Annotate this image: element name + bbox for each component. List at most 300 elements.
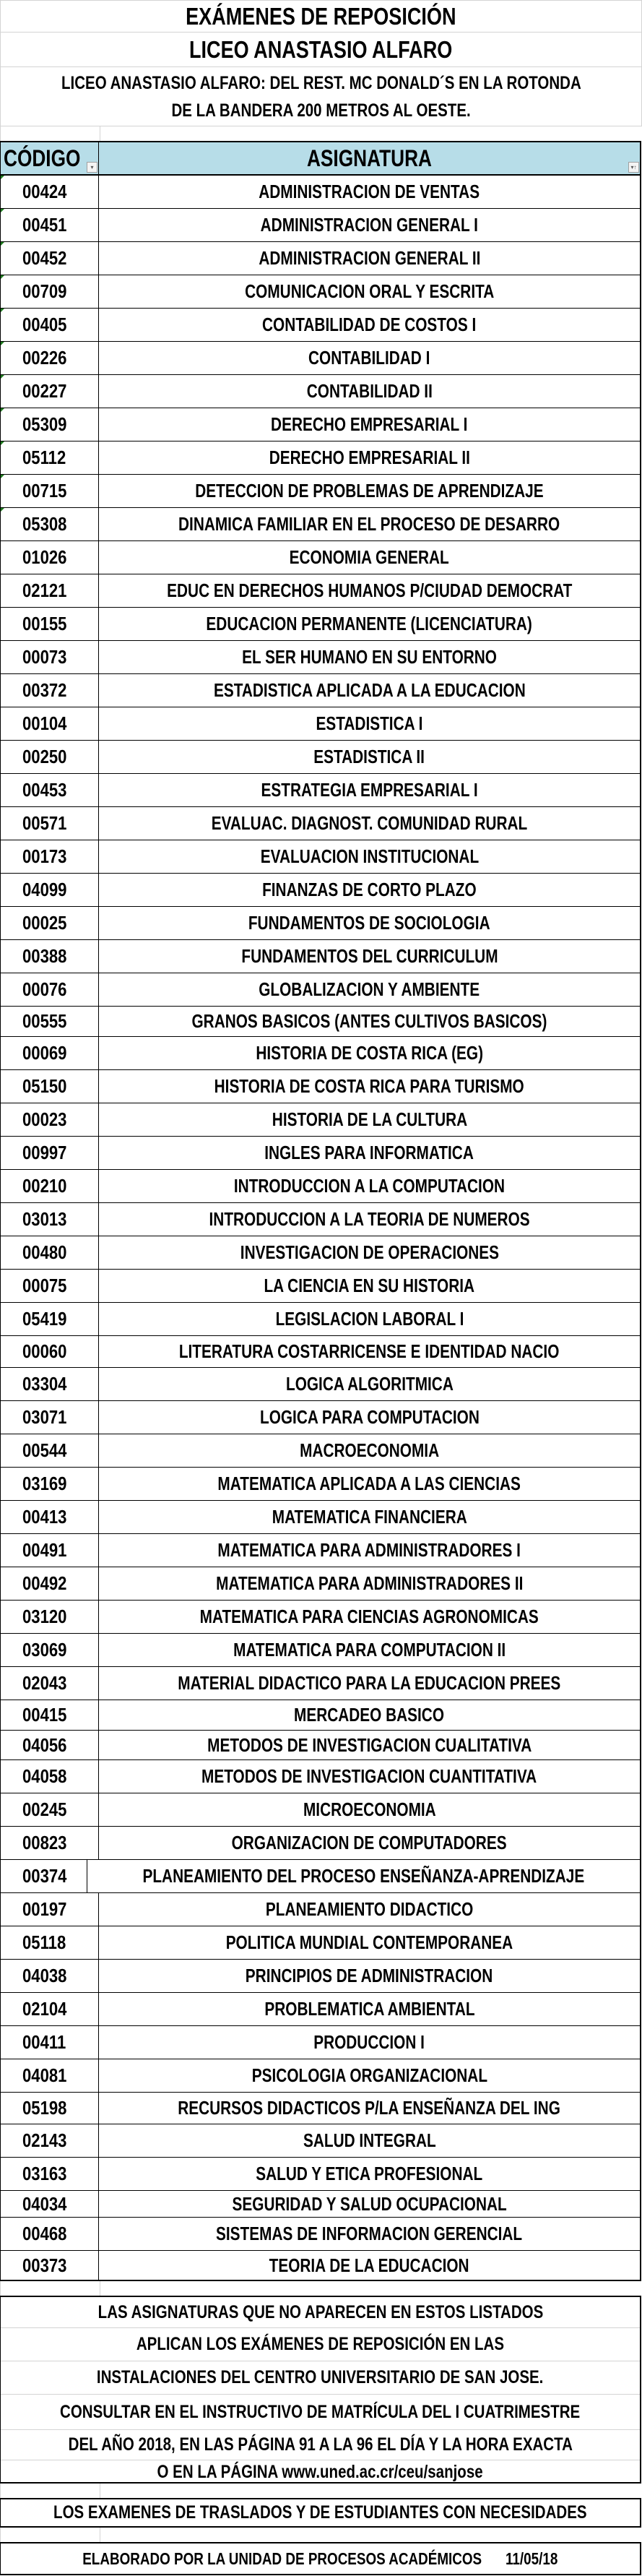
subject-code: 04058 <box>22 1765 67 1787</box>
subject-code: 00069 <box>22 1042 67 1064</box>
subject-code: 03120 <box>22 1606 67 1627</box>
subject-name: DINAMICA FAMILIAR EN EL PROCESO DE DESARRO <box>178 513 560 535</box>
subject-cell[interactable] <box>99 342 640 374</box>
table-row <box>1 1993 640 2026</box>
table-row <box>1 1893 640 1926</box>
table-row <box>1 1070 640 1103</box>
number-as-text-warning-icon <box>1 242 4 246</box>
subject-cell[interactable] <box>99 1203 640 1236</box>
subject-cell[interactable] <box>99 1567 640 1600</box>
subject-cell[interactable] <box>99 1634 640 1666</box>
blank-row[interactable] <box>0 2484 642 2498</box>
subject-code: 00226 <box>22 347 67 369</box>
code-cell[interactable] <box>1 2124 99 2157</box>
table-row <box>1 1434 640 1468</box>
code-cell[interactable] <box>1 1236 99 1269</box>
subject-cell[interactable] <box>99 2059 640 2092</box>
subject-cell[interactable] <box>99 309 640 341</box>
subject-cell[interactable] <box>99 242 640 275</box>
subject-cell[interactable] <box>99 907 640 939</box>
subject-name: INVESTIGACION DE OPERACIONES <box>240 1241 499 1263</box>
subject-code: 02143 <box>22 2129 67 2151</box>
subject-code: 00250 <box>22 746 67 767</box>
subject-code: 00076 <box>22 978 67 1000</box>
table-row <box>1 907 640 940</box>
code-cell[interactable] <box>1 1634 99 1666</box>
subject-cell[interactable] <box>99 2251 640 2280</box>
subject-name: HISTORIA DE LA CULTURA <box>272 1108 467 1130</box>
table-header-row <box>1 142 640 176</box>
note-line[interactable] <box>1 2328 640 2361</box>
code-cell[interactable] <box>1 1993 99 2025</box>
subject-name: DERECHO EMPRESARIAL I <box>271 413 468 435</box>
code-cell[interactable] <box>1 508 99 540</box>
table-row <box>1 1501 640 1534</box>
subject-cell[interactable] <box>99 707 640 740</box>
subject-code: 00388 <box>22 945 67 967</box>
code-cell[interactable] <box>1 807 99 840</box>
code-cell[interactable] <box>1 940 99 973</box>
code-cell[interactable] <box>1 2251 99 2280</box>
subject-name: TEORIA DE LA EDUCACION <box>269 2254 469 2276</box>
note-line[interactable] <box>1 2361 640 2395</box>
table-row <box>1 275 640 309</box>
table-row <box>1 741 640 774</box>
note-text: INSTALACIONES DEL CENTRO UNIVERSITARIO DE SAN JOSE. <box>97 2367 544 2387</box>
subject-cell[interactable] <box>99 641 640 673</box>
subject-name: MATEMATICA APLICADA A LAS CIENCIAS <box>217 1473 521 1494</box>
subject-cell[interactable] <box>99 1960 640 1992</box>
table-row <box>1 2191 640 2218</box>
subject-code: 00544 <box>22 1439 67 1461</box>
subject-cell[interactable] <box>99 1993 640 2025</box>
subject-code: 00468 <box>22 2223 67 2244</box>
note-text: APLICAN LOS EXÁMENES DE REPOSICIÓN EN LAS <box>136 2334 505 2354</box>
subject-cell[interactable] <box>99 1070 640 1103</box>
subject-code: 00709 <box>22 280 67 302</box>
table-row <box>1 1170 640 1203</box>
table-row <box>1 342 640 375</box>
column-header-code[interactable] <box>1 142 99 174</box>
note-line[interactable] <box>1 2297 640 2328</box>
subject-name: GRANOS BASICOS (ANTES CULTIVOS BASICOS) <box>191 1010 547 1032</box>
code-cell[interactable] <box>1 1037 99 1069</box>
subject-cell[interactable] <box>99 774 640 806</box>
subject-code: 05309 <box>22 413 67 435</box>
subject-cell[interactable] <box>99 1401 640 1434</box>
subject-name: MACROECONOMIA <box>300 1439 439 1461</box>
subject-code: 05118 <box>22 1931 66 1953</box>
code-cell[interactable] <box>1 574 99 607</box>
note-text: LAS ASIGNATURAS QUE NO APARECEN EN ESTOS LISTADOS <box>97 2301 543 2322</box>
code-cell[interactable] <box>1 2218 99 2250</box>
address-cell[interactable] <box>0 67 642 126</box>
subject-code: 00492 <box>22 1572 67 1594</box>
subject-cell[interactable] <box>99 1434 640 1467</box>
note-text-with-url: O EN LA PÁGINA www.uned.ac.cr/ceu/sanjose <box>157 2461 484 2482</box>
table-row <box>1 475 640 508</box>
subject-cell[interactable] <box>99 1236 640 1269</box>
subject-cell[interactable] <box>99 807 640 840</box>
subject-name: PRINCIPIOS DE ADMINISTRACION <box>246 1965 493 1986</box>
subject-cell[interactable] <box>87 1860 640 1892</box>
subject-cell[interactable] <box>99 2158 640 2190</box>
subject-code: 00424 <box>22 181 67 202</box>
address-line-1: LICEO ANASTASIO ALFARO: DEL REST. MC DONALD´S EN LA ROTONDA <box>61 72 581 93</box>
subject-code: 04081 <box>22 2064 67 2086</box>
table-row <box>1 840 640 874</box>
table-row <box>1 1860 640 1893</box>
code-cell[interactable] <box>1 1731 99 1759</box>
subject-code: 00480 <box>22 1241 67 1263</box>
code-cell[interactable] <box>1 973 99 1006</box>
table-row <box>1 1534 640 1567</box>
code-cell[interactable] <box>1 2093 99 2124</box>
code-cell[interactable] <box>1 2158 99 2190</box>
code-cell[interactable] <box>1 641 99 673</box>
subject-code: 00415 <box>22 1704 67 1726</box>
blank-row[interactable] <box>0 126 642 141</box>
subject-name: MATEMATICA PARA ADMINISTRADORES I <box>217 1539 521 1561</box>
code-cell[interactable] <box>1 1170 99 1202</box>
subject-code: 00155 <box>22 613 67 634</box>
subject-code: 00413 <box>22 1506 67 1528</box>
subject-cell[interactable] <box>99 1534 640 1567</box>
subject-cell[interactable] <box>99 674 640 707</box>
code-cell[interactable] <box>1 1007 99 1036</box>
subject-name: DETECCION DE PROBLEMAS DE APRENDIZAJE <box>195 480 544 501</box>
subject-cell[interactable] <box>99 1007 640 1036</box>
subject-cell[interactable] <box>99 973 640 1006</box>
subject-code: 00823 <box>22 1832 67 1853</box>
subject-code: 00452 <box>22 247 67 269</box>
subject-cell[interactable] <box>99 608 640 640</box>
code-cell[interactable] <box>1 342 99 374</box>
footer-date: 11/05/18 <box>506 2549 558 2568</box>
subject-cell[interactable] <box>99 1270 640 1302</box>
table-row <box>1 2158 640 2191</box>
subject-cell[interactable] <box>99 2191 640 2217</box>
notes-box <box>0 2296 641 2484</box>
subject-cell[interactable] <box>99 1303 640 1335</box>
subject-name: INGLES PARA INFORMATICA <box>264 1142 474 1163</box>
table-row <box>1 608 640 641</box>
code-cell[interactable] <box>1 2059 99 2092</box>
code-cell[interactable] <box>1 1793 99 1826</box>
subject-code: 00491 <box>22 1539 67 1561</box>
code-cell[interactable] <box>1 1760 99 1793</box>
table-row <box>1 441 640 475</box>
subject-code: 00555 <box>22 1010 67 1032</box>
subject-code: 00411 <box>22 2031 66 2053</box>
subject-cell[interactable] <box>99 1793 640 1826</box>
table-row <box>1 1634 640 1667</box>
subject-cell[interactable] <box>99 209 640 241</box>
number-as-text-warning-icon <box>1 176 4 179</box>
code-cell[interactable] <box>1 2026 99 2059</box>
subject-code: 03163 <box>22 2163 67 2184</box>
code-cell[interactable] <box>1 1667 99 1700</box>
code-cell[interactable] <box>1 1601 99 1633</box>
code-cell[interactable] <box>1 275 99 308</box>
subject-name: MATEMATICA PARA COMPUTACION II <box>233 1639 506 1660</box>
subject-cell[interactable] <box>99 1137 640 1169</box>
number-as-text-warning-icon <box>1 375 4 379</box>
subject-code: 04056 <box>22 1733 67 1756</box>
code-cell[interactable] <box>1 1893 99 1926</box>
code-cell[interactable] <box>1 741 99 773</box>
subject-code: 00245 <box>22 1799 67 1820</box>
code-cell[interactable] <box>1 1860 87 1892</box>
code-cell[interactable] <box>1 1203 99 1236</box>
subject-cell[interactable] <box>99 1731 640 1759</box>
number-as-text-warning-icon <box>1 209 4 212</box>
table-row <box>1 874 640 907</box>
subject-code: 00173 <box>22 845 67 867</box>
subject-name: RECURSOS DIDACTICOS P/LA ENSEÑANZA DEL ING <box>178 2097 561 2119</box>
footer-credit-row <box>82 2549 558 2569</box>
table-row <box>1 1700 640 1731</box>
subject-cell[interactable] <box>99 1501 640 1533</box>
subject-name: PSICOLOGIA ORGANIZACIONAL <box>251 2064 487 2086</box>
subject-name: FUNDAMENTOS DEL CURRICULUM <box>240 945 498 967</box>
subject-name: ESTADISTICA APLICADA A LA EDUCACION <box>213 679 526 701</box>
code-cell[interactable] <box>1 1401 99 1434</box>
footer-credit: ELABORADO POR LA UNIDAD DE PROCESOS ACADÉMICOS <box>82 2549 482 2568</box>
code-cell[interactable] <box>1 1434 99 1467</box>
table-row <box>1 1760 640 1793</box>
table-row <box>1 1793 640 1827</box>
subject-name: LOGICA ALGORITMICA <box>285 1373 454 1395</box>
blank-row[interactable] <box>0 2281 642 2296</box>
table-row <box>1 1103 640 1137</box>
subject-cell[interactable] <box>99 1170 640 1202</box>
number-as-text-warning-icon <box>1 508 4 512</box>
column-header-code-label: CÓDIGO <box>4 145 81 171</box>
code-cell[interactable] <box>1 176 99 208</box>
subject-name: SEGURIDAD Y SALUD OCUPACIONAL <box>232 2192 507 2215</box>
subject-cell[interactable] <box>99 1926 640 1959</box>
code-cell[interactable] <box>1 674 99 707</box>
table-row <box>1 508 640 541</box>
table-row <box>1 209 640 242</box>
subject-cell[interactable] <box>99 375 640 408</box>
subject-cell[interactable] <box>99 1827 640 1859</box>
table-row <box>1 707 640 741</box>
subject-code: 04099 <box>22 879 67 900</box>
table-row <box>1 1303 640 1336</box>
subject-cell[interactable] <box>99 2093 640 2124</box>
footer-box[interactable] <box>0 2542 641 2575</box>
number-as-text-warning-icon <box>1 309 4 312</box>
code-cell[interactable] <box>1 309 99 341</box>
table-row <box>1 807 640 840</box>
subject-code: 01026 <box>22 546 67 568</box>
subject-name: COMUNICACION ORAL Y ESCRITA <box>244 280 495 302</box>
table-row <box>1 1137 640 1170</box>
subject-cell[interactable] <box>99 1760 640 1793</box>
subject-name: ADMINISTRACION GENERAL I <box>260 214 479 236</box>
code-cell[interactable] <box>1 1270 99 1302</box>
subject-cell[interactable] <box>99 408 640 441</box>
subject-cell[interactable] <box>99 275 640 308</box>
code-cell[interactable] <box>1 541 99 574</box>
subject-cell[interactable] <box>99 1037 640 1069</box>
code-cell[interactable] <box>1 608 99 640</box>
code-cell[interactable] <box>1 2191 99 2217</box>
subject-code: 03304 <box>22 1373 67 1395</box>
subject-cell[interactable] <box>99 441 640 474</box>
table-row <box>1 309 640 342</box>
code-cell[interactable] <box>1 408 99 441</box>
subject-code: 00210 <box>22 1175 67 1197</box>
code-cell[interactable] <box>1 375 99 408</box>
code-cell[interactable] <box>1 1303 99 1335</box>
subject-code: 00025 <box>22 912 67 934</box>
table-row <box>1 1007 640 1037</box>
code-cell[interactable] <box>1 1960 99 1992</box>
code-cell[interactable] <box>1 1501 99 1533</box>
subject-name: PLANEAMIENTO DEL PROCESO ENSEÑANZA-APRENDIZAJE <box>142 1865 585 1887</box>
code-cell[interactable] <box>1 840 99 873</box>
exam-subjects-table <box>0 141 641 2281</box>
note-line[interactable] <box>1 2460 640 2484</box>
subject-code: 02121 <box>22 580 67 601</box>
subject-code: 05112 <box>22 447 66 468</box>
code-cell[interactable] <box>1 1103 99 1136</box>
subject-name: SALUD Y ETICA PROFESIONAL <box>256 2163 483 2184</box>
subject-name: ECONOMIA GENERAL <box>289 546 450 568</box>
subject-cell[interactable] <box>99 1667 640 1700</box>
table-row <box>1 1037 640 1070</box>
subject-code: 00023 <box>22 1108 67 1130</box>
subject-code: 03013 <box>22 1208 67 1230</box>
code-cell[interactable] <box>1 874 99 906</box>
code-cell[interactable] <box>1 1827 99 1859</box>
subject-cell[interactable] <box>99 741 640 773</box>
column-header-subject-label: ASIGNATURA <box>307 145 432 171</box>
subject-code: 00374 <box>22 1865 67 1887</box>
subject-name: INTRODUCCION A LA TEORIA DE NUMEROS <box>209 1208 530 1230</box>
code-cell[interactable] <box>1 1368 99 1400</box>
subject-name: EL SER HUMANO EN SU ENTORNO <box>242 646 497 668</box>
code-cell[interactable] <box>1 209 99 241</box>
note-text: DEL AÑO 2018, EN LAS PÁGINA 91 A LA 96 EL DÍA Y LA HORA EXACTA <box>68 2434 573 2455</box>
subject-cell[interactable] <box>99 2026 640 2059</box>
subject-name: LOGICA PARA COMPUTACION <box>259 1406 480 1428</box>
table-row <box>1 1336 640 1368</box>
blank-row[interactable] <box>0 2528 642 2542</box>
subject-cell[interactable] <box>99 874 640 906</box>
table-body <box>1 176 640 2280</box>
code-cell[interactable] <box>1 907 99 939</box>
subject-name: CONTABILIDAD DE COSTOS I <box>262 314 477 335</box>
subject-cell[interactable] <box>99 1468 640 1500</box>
venue-cell[interactable] <box>0 33 642 67</box>
subject-cell[interactable] <box>99 475 640 507</box>
subject-name: SALUD INTEGRAL <box>303 2129 436 2151</box>
subject-code: 00715 <box>22 480 67 501</box>
note-line[interactable] <box>1 2430 640 2460</box>
code-cell[interactable] <box>1 1336 99 1367</box>
subject-code: 03169 <box>22 1473 67 1494</box>
table-row <box>1 1468 640 1501</box>
code-cell[interactable] <box>1 441 99 474</box>
code-cell[interactable] <box>1 1926 99 1959</box>
code-cell[interactable] <box>1 1700 99 1730</box>
document-title-cell[interactable] <box>0 0 642 33</box>
subject-cell[interactable] <box>99 508 640 540</box>
subject-cell[interactable] <box>99 840 640 873</box>
table-row <box>1 242 640 275</box>
special-exams-box[interactable] <box>0 2498 641 2528</box>
subject-code: 05419 <box>22 1308 67 1330</box>
subject-code: 00373 <box>22 2254 67 2276</box>
table-row <box>1 1203 640 1236</box>
code-cell[interactable] <box>1 1137 99 1169</box>
subject-cell[interactable] <box>99 2218 640 2250</box>
subject-name: HISTORIA DE COSTA RICA PARA TURISMO <box>214 1075 525 1097</box>
table-row <box>1 375 640 408</box>
subject-cell[interactable] <box>99 176 640 208</box>
code-cell[interactable] <box>1 774 99 806</box>
subject-cell[interactable] <box>99 1336 640 1367</box>
subject-code: 05198 <box>22 2097 67 2119</box>
note-line[interactable] <box>1 2395 640 2430</box>
code-cell[interactable] <box>1 1567 99 1600</box>
document-title: EXÁMENES DE REPOSICIÓN <box>186 2 456 30</box>
code-cell[interactable] <box>1 475 99 507</box>
subject-cell[interactable] <box>99 1700 640 1730</box>
subject-name: ESTRATEGIA EMPRESARIAL I <box>261 779 478 801</box>
subject-name: HISTORIA DE COSTA RICA (EG) <box>256 1042 483 1064</box>
subject-code: 00060 <box>22 1340 67 1362</box>
address-line-2: DE LA BANDERA 200 METROS AL OESTE. <box>171 100 471 121</box>
subject-cell[interactable] <box>99 574 640 607</box>
subject-cell[interactable] <box>99 1601 640 1633</box>
subject-name: CONTABILIDAD I <box>308 347 430 369</box>
table-row <box>1 1926 640 1960</box>
filter-dropdown-icon[interactable]: ▾ <box>87 162 97 173</box>
subject-cell[interactable] <box>99 940 640 973</box>
table-row <box>1 2059 640 2093</box>
subject-code: 00571 <box>22 812 67 834</box>
table-row <box>1 1368 640 1401</box>
table-row <box>1 408 640 441</box>
table-row <box>1 176 640 209</box>
code-cell[interactable] <box>1 707 99 740</box>
subject-cell[interactable] <box>99 1103 640 1136</box>
subject-name: FINANZAS DE CORTO PLAZO <box>262 879 477 900</box>
subject-cell[interactable] <box>99 1368 640 1400</box>
table-row <box>1 2218 640 2251</box>
column-header-subject[interactable] <box>99 142 640 174</box>
table-row <box>1 1960 640 1993</box>
subject-name: SISTEMAS DE INFORMACION GERENCIAL <box>216 2223 523 2244</box>
subject-cell[interactable] <box>99 1893 640 1926</box>
sort-ascending-filter-icon[interactable]: ▾↑ <box>628 162 639 173</box>
subject-name: LEGISLACION LABORAL I <box>275 1308 464 1330</box>
code-cell[interactable] <box>1 242 99 275</box>
code-cell[interactable] <box>1 1070 99 1103</box>
subject-code: 04038 <box>22 1965 67 1986</box>
code-cell[interactable] <box>1 1534 99 1567</box>
subject-cell[interactable] <box>99 2124 640 2157</box>
subject-name: ESTADISTICA II <box>313 746 425 767</box>
code-cell[interactable] <box>1 1468 99 1500</box>
subject-cell[interactable] <box>99 541 640 574</box>
subject-name: PRODUCCION I <box>313 2031 425 2053</box>
